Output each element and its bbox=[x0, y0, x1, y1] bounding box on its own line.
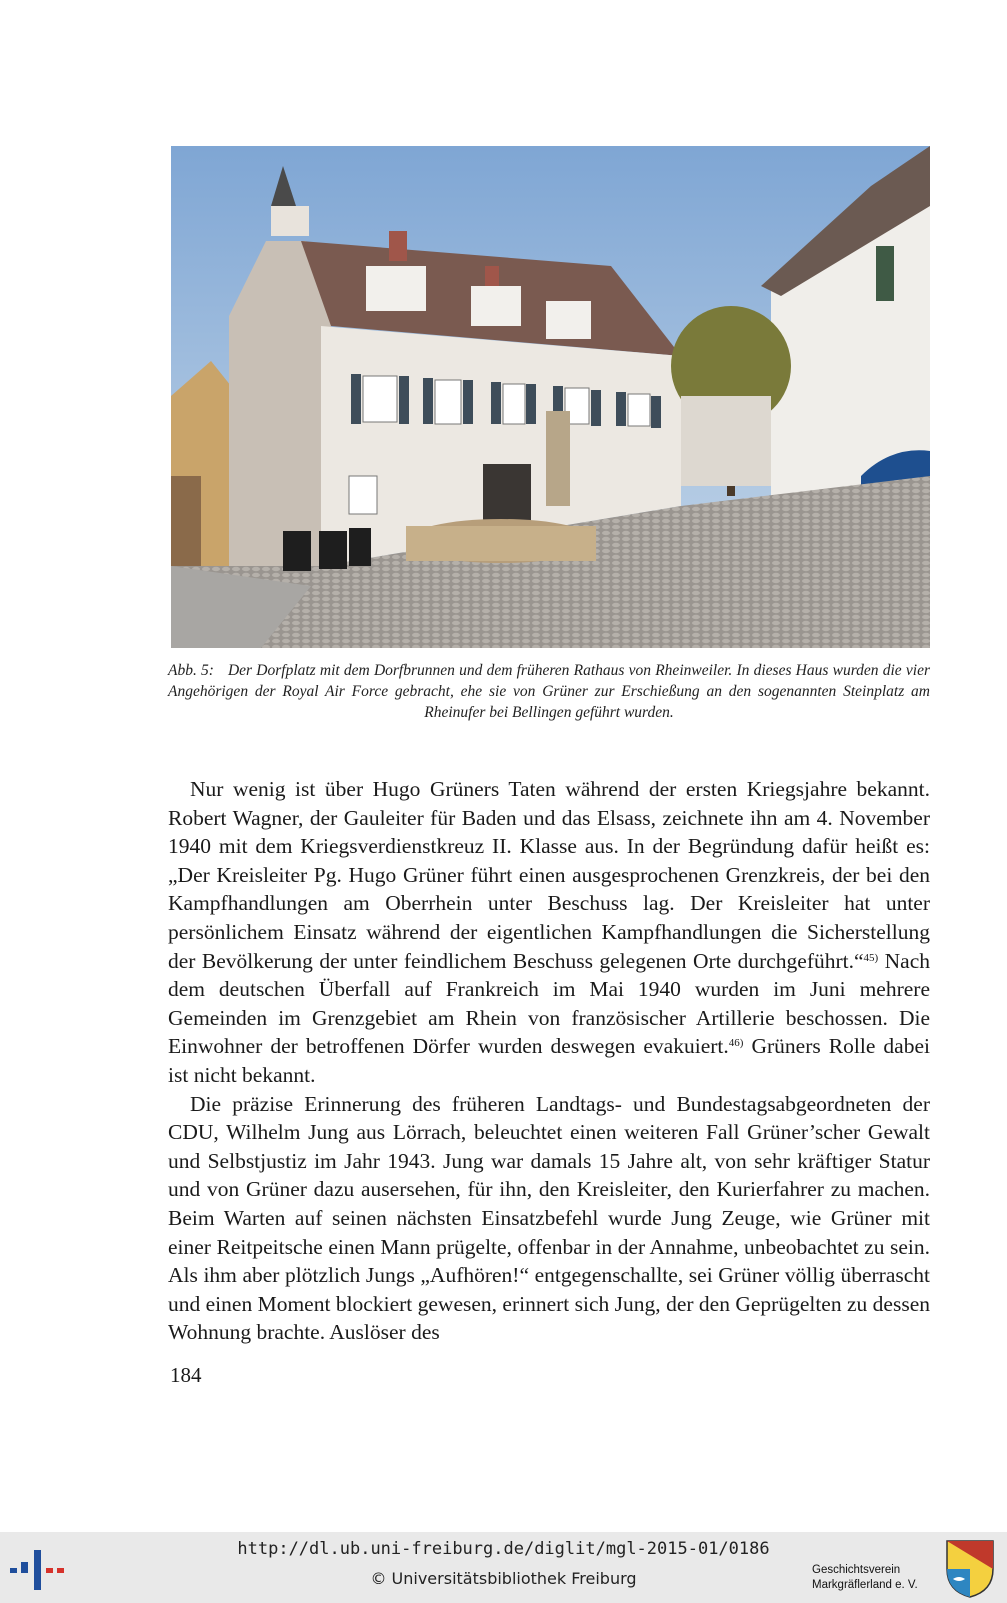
figure-caption bbox=[168, 660, 930, 723]
footnote-ref-45: 45) bbox=[863, 951, 879, 964]
paragraph-2: Die präzise Erinnerung des früheren Landtags- und Bundestagsabgeordneten der CDU, Wilhelm Jung aus Lörrach, beleuchtet einen weiteren Fall Grüner’scher Gewalt und Selbstjustiz im Jahr 1943. Jung war damals 15 Jahre alt, von sehr kräftiger Statur und von Grüner dazu ausersehen, für ihn, den Kreisleiter, den Kurierfahrer zu machen. Beim Warten auf seinen nächsten Einsatzbefehl wurde Jung Zeuge, wie Grüner mit einer Reitpeitsche einen Mann prügelte, offenbar in der Annahme, unbeobachtet zu sein. Als ihm aber plötzlich Jungs „Aufhören!“ entgegenschallte, sei Grüner völlig überrascht und einen Moment blockiert gewesen, erinnert sich Jung, der den Geprügelten zu dessen Wohnung brachte. Auslöser des bbox=[168, 1091, 930, 1345]
society-name bbox=[812, 1563, 918, 1593]
footer-bar bbox=[0, 1532, 1007, 1603]
paragraph-1 bbox=[168, 775, 930, 1090]
paragraph-1-part-a: Nur wenig ist über Hugo Grüners Taten während der ersten Kriegsjahre bekannt. Robert Wagner, der Gauleiter für Baden und das Elsass, zeichnete ihn am 4. November 1940 mit dem Kriegsverdienstkreuz II. Klasse aus. In der Begründung dafür heißt es: „Der Kreisleiter Pg. Hugo Grüner führt einen ausgesprochenen Grenzkreis, der bei den Kampfhandlungen am Oberrhein unter Beschuss lag. Der Kreisleiter hat unter persönlichem Einsatz während der eigentlichen Kampfhandlungen die Sicherstellung der Bevölkerung der unter feindlichem Beschuss gelegenen Orte durchgeführt.“ bbox=[168, 777, 930, 973]
paragraph-1-part-b: Nach dem deutschen Überfall auf Frankreich im Mai 1940 wurden im Juni mehrere Gemeinden im Grenzgebiet am Rhein von französischer Artillerie beschossen. Die Einwohner der betroffenen Dörfer wurden deswegen evakuiert. bbox=[168, 948, 930, 1059]
paragraph-1-part-c: Grüners Rolle dabei ist nicht bekannt. bbox=[168, 1034, 930, 1087]
copyright-text: © Universitätsbibliothek Freiburg bbox=[370, 1569, 637, 1588]
figure-photo-dorfplatz bbox=[171, 146, 930, 648]
footnote-ref-46: 46) bbox=[728, 1037, 744, 1050]
page-number: 184 bbox=[170, 1363, 202, 1387]
coat-of-arms-icon bbox=[945, 1539, 995, 1599]
figure-label: Abb. 5: bbox=[168, 662, 214, 679]
source-url-link[interactable]: http://dl.ub.uni-freiburg.de/diglit/mgl-2015-01/0186 bbox=[237, 1539, 770, 1559]
society-line-1: Geschichtsverein bbox=[812, 1564, 901, 1576]
body-text bbox=[168, 775, 930, 1347]
figure-caption-text: Der Dorfplatz mit dem Dorfbrunnen und dem früheren Rathaus von Rheinweiler. In dieses Haus wurden die vier Angehörigen der Royal Air Force gebracht, ehe sie von Grüner zur Erschießung an den sogenannten Steinplatz am Rheinufer bei Bellingen geführt wurden. bbox=[168, 662, 930, 721]
society-line-2: Markgräflerland e. V. bbox=[812, 1579, 918, 1591]
